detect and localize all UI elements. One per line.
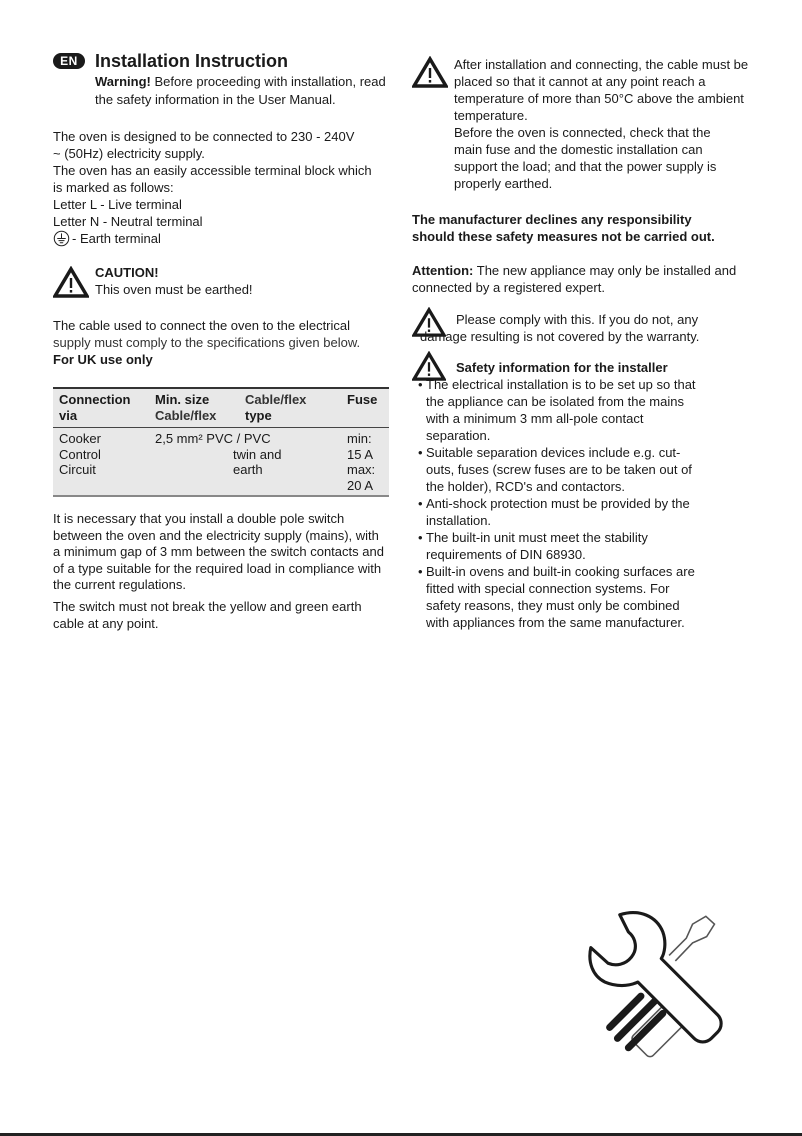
cable-text-1: The cable used to connect the oven to the electrical	[53, 318, 351, 333]
cable-temp-text: After installation and connecting, the cable must be placed so that it cannot at any point reach a temperature of more than 50°C above the ambient temperature.	[454, 57, 749, 123]
list-item: • Anti-shock protection must be provided by the installation.	[412, 495, 702, 529]
cable-spec-table	[53, 387, 389, 497]
supply-line-2: ~ (50Hz) electricity supply.	[53, 146, 205, 161]
caution-text: This oven must be earthed!	[95, 282, 253, 297]
earth-terminal-label: - Earth terminal	[72, 231, 161, 246]
terminal-intro-2: is marked as follows:	[53, 180, 174, 195]
right-column	[412, 56, 757, 631]
warning-triangle-icon	[53, 266, 89, 298]
cell-connection: Cooker Control Circuit	[59, 431, 101, 477]
supply-line-1: The oven is designed to be connected to 230 - 240V	[53, 129, 355, 144]
cell-fuse: min: 15 A max: 20 A	[347, 431, 376, 493]
terminal-neutral: Letter N - Neutral terminal	[53, 214, 203, 229]
list-item: • Built-in ovens and built-in cooking surfaces are fitted with special connection systems. For safety reasons, they must only be combined with appliances from the same manufacturer.	[412, 563, 702, 631]
fuse-check-text: Before the oven is connected, check that the main fuse and the domestic installation can support the load; and that the power supply is properly earthed.	[454, 125, 717, 191]
safety-section	[412, 359, 757, 631]
attention-label: Attention:	[412, 263, 474, 278]
terminal-earth	[53, 230, 393, 247]
switch-text: It is necessary that you install a double pole switch between the oven and the electricity supply (mains), with a minimum gap of 3 mm between the switch contacts and of a type suitable for the required load in compliance with the current regulations.	[53, 511, 384, 592]
header-min-size: Min. size Cable/flex	[155, 392, 217, 423]
header-cable-type: Cable/flex type	[245, 392, 307, 423]
manufacturer-disclaimer: The manufacturer declines any responsibility should these safety measures not be carried out.	[412, 212, 715, 244]
attention-note	[412, 262, 752, 296]
cable-temp-block	[412, 56, 757, 192]
earth-ground-icon	[53, 230, 70, 247]
list-item: • Suitable separation devices include e.g. cut-outs, fuses (screw fuses are to be taken out of the holder), RCD's and contactors.	[412, 444, 702, 495]
table-row	[53, 428, 389, 497]
left-column	[53, 50, 393, 632]
list-item: • The electrical installation is to be set up so that the appliance can be isolated from the mains with a minimum 3 mm all-pole contact separation.	[412, 376, 702, 444]
header-connection: Connection via	[59, 392, 131, 423]
uk-only-label: For UK use only	[53, 352, 153, 367]
comply-text-2: damage resulting is not covered by the warranty.	[420, 329, 700, 344]
caution-title: CAUTION!	[95, 265, 159, 280]
safety-title: Safety information for the installer	[456, 360, 668, 375]
terminal-live: Letter L - Live terminal	[53, 197, 182, 212]
comply-text-1: Please comply with this. If you do not, any	[456, 312, 699, 327]
warning-text: Before proceeding with installation, read the safety information in the User Manual.	[95, 74, 386, 107]
terminal-intro-1: The oven has an easily accessible terminal block which	[53, 163, 372, 178]
safety-list	[412, 376, 702, 631]
page-title: Installation Instruction	[95, 51, 289, 71]
caution-block	[53, 264, 393, 298]
cable-text-2: supply must comply to the specifications given below.	[53, 335, 361, 350]
warning-label: Warning!	[95, 74, 151, 89]
list-item: • The built-in unit must meet the stability requirements of DIN 68930.	[412, 529, 702, 563]
title-row	[53, 50, 393, 72]
attention-text: The new appliance may only be installed and connected by a registered expert.	[412, 263, 737, 295]
language-badge: EN	[53, 53, 85, 69]
earth-cable-text: The switch must not break the yellow and green earth cable at any point.	[53, 598, 362, 631]
wrench-screwdriver-icon	[565, 885, 745, 1065]
warning-triangle-icon	[412, 56, 448, 88]
cell-size-type: 2,5 mm² PVC / PVC twin and earth	[155, 431, 282, 477]
warning-note	[95, 73, 393, 109]
table-header-row	[53, 388, 389, 428]
comply-block	[412, 309, 757, 345]
header-fuse: Fuse	[347, 392, 378, 407]
